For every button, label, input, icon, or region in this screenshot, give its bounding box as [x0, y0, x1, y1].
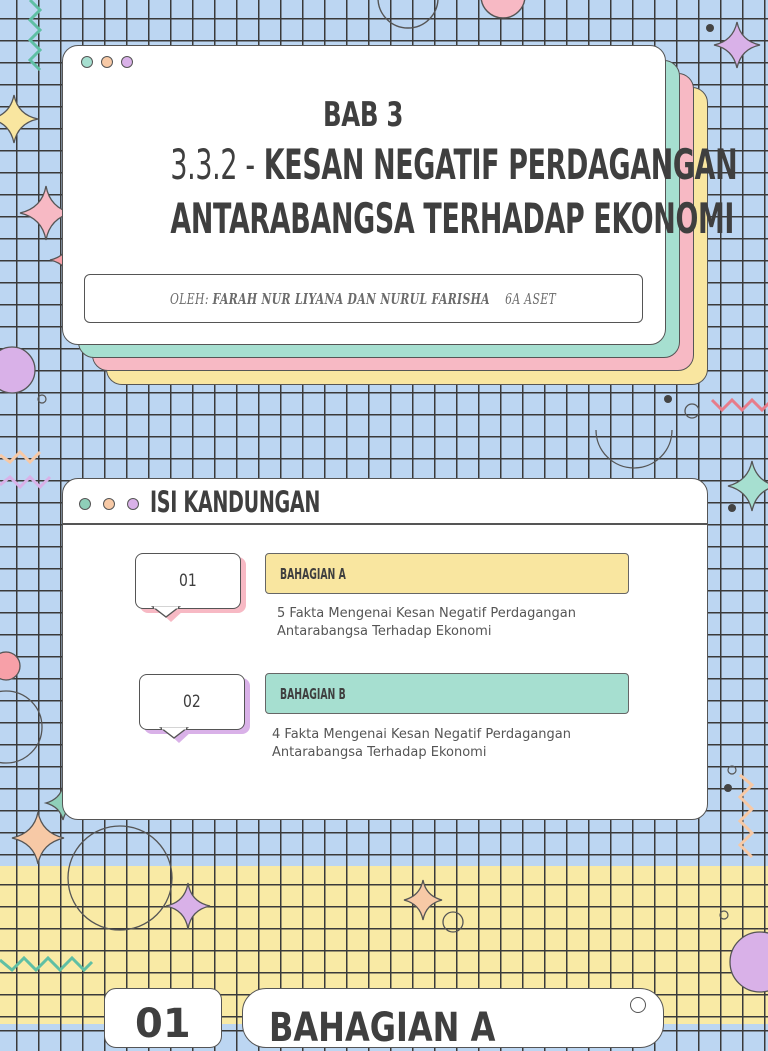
window-dot-icon [101, 56, 113, 68]
circle-icon [481, 0, 525, 18]
window-dot-icon [121, 56, 133, 68]
next-title: BAHAGIAN A [269, 1005, 496, 1051]
title-line-1-text: KESAN NEGATIF PERDAGANGAN [263, 140, 738, 189]
window-dot-icon [630, 997, 646, 1013]
window-dot-icon [103, 498, 115, 510]
author-box [84, 274, 643, 323]
circle-icon [728, 504, 736, 512]
circle-icon [0, 652, 20, 680]
chapter-label: BAB 3 [322, 95, 404, 135]
circle-icon [378, 0, 438, 28]
arc-icon [596, 430, 672, 468]
circle-icon [730, 932, 768, 992]
circle-icon [443, 912, 463, 932]
window-dot-icon [79, 498, 91, 510]
author-line [171, 290, 557, 308]
cover-title [62, 92, 738, 246]
sparkle-icon [404, 880, 442, 920]
circle-icon [706, 24, 714, 32]
circle-icon [68, 826, 172, 930]
toc-heading: ISI KANDUNGAN [150, 485, 321, 519]
author-names: FARAH NUR LIYANA DAN NURUL FARISHA [213, 289, 491, 308]
circle-icon [0, 691, 42, 763]
zigzag-icon [0, 452, 40, 462]
next-number-card [104, 988, 222, 1048]
zigzag-icon [0, 958, 92, 970]
sparkle-icon [12, 812, 64, 864]
author-class: 6A ASET [505, 289, 557, 308]
circle-icon [685, 404, 699, 418]
author-prefix: OLEH: [170, 289, 210, 308]
window-dot-icon [81, 56, 93, 68]
bubble-tail [152, 607, 182, 623]
circle-icon [724, 784, 732, 792]
zigzag-icon [30, 0, 40, 70]
sparkle-icon [714, 22, 760, 68]
zigzag-icon [0, 477, 50, 487]
circle-icon [664, 395, 672, 403]
next-title-card [242, 988, 664, 1051]
toc-item-description: 4 Fakta Mengenai Kesan Negatif Perdagangan Antarabangsa Terhadap Ekonomi [272, 727, 571, 760]
bubble-tail [160, 728, 190, 744]
toc-item-description: 5 Fakta Mengenai Kesan Negatif Perdagangan Antarabangsa Terhadap Ekonomi [277, 606, 576, 639]
circle-icon [720, 911, 728, 919]
zigzag-icon [740, 775, 752, 857]
toc-item-number[interactable]: 02 [139, 674, 245, 730]
toc-item-bar[interactable]: BAHAGIAN B [265, 673, 629, 714]
sparkle-icon [0, 95, 38, 143]
circle-icon [728, 766, 736, 774]
title-line-2: ANTARABANGSA TERHADAP EKONOMI [170, 194, 735, 243]
title-number: 3.3.2 - [170, 140, 255, 189]
next-number: 01 [135, 1001, 191, 1047]
sparkle-icon [166, 883, 210, 929]
toc-item-number[interactable]: 01 [135, 553, 241, 609]
zigzag-icon [712, 400, 768, 410]
toc-card [62, 478, 708, 820]
window-dot-icon [127, 498, 139, 510]
circle-icon [38, 395, 46, 403]
sparkle-icon [728, 461, 768, 511]
toc-item-bar[interactable]: BAHAGIAN A [265, 553, 629, 594]
circle-icon [0, 347, 35, 393]
toc-divider [62, 523, 707, 525]
title-line-1 [170, 138, 738, 192]
